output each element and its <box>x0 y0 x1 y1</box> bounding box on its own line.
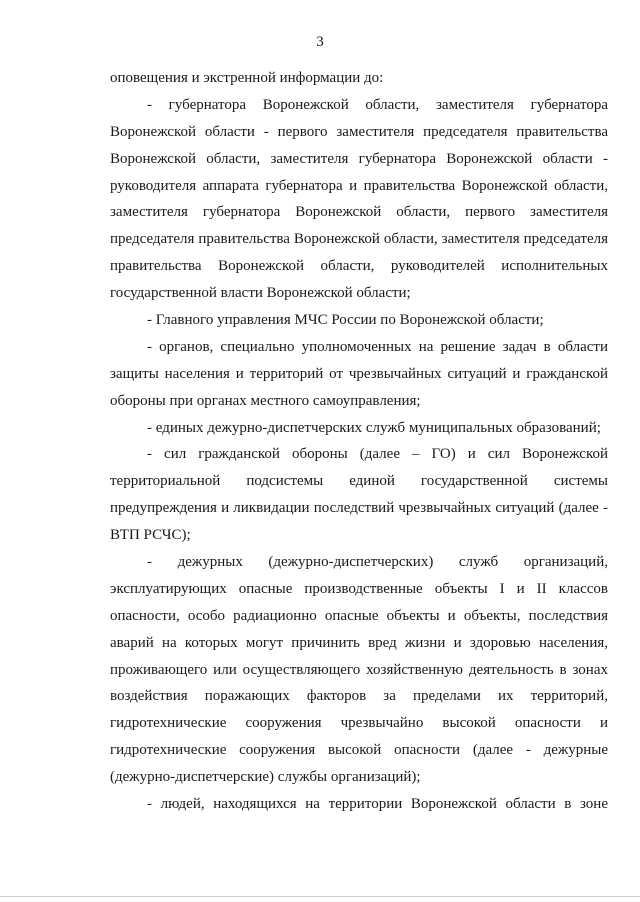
document-body <box>110 65 608 818</box>
text-line: оповещения и экстренной информации до: <box>110 70 384 86</box>
text-line: - Главного управления МЧС России по Воронежской области; <box>147 312 544 329</box>
text-line: обороны при органах местного самоуправления; <box>110 392 421 409</box>
text-line: предупреждения и ликвидации последствий чрезвычайных ситуаций (далее - <box>110 500 608 517</box>
text-line: - органов, специально уполномоченных на решение задач в области <box>147 338 608 355</box>
text-line: аварий на которых могут причинить вред жизни и здоровью населения, <box>110 634 608 651</box>
text-line: - губернатора Воронежской области, заместителя губернатора <box>147 96 608 113</box>
text-line: руководителя аппарата губернатора и правительства Воронежской области, <box>110 177 608 194</box>
page-number: 3 <box>316 34 324 50</box>
text-line: председателя правительства Воронежской области, заместителя председателя <box>110 231 608 248</box>
text-line: - дежурных (дежурно-диспетчерских) служб организаций, <box>147 554 608 571</box>
text-line: эксплуатирующих опасные производственные объекты I и II классов <box>110 580 608 597</box>
text-line: государственной власти Воронежской области; <box>110 285 411 302</box>
text-line: ВТП РСЧС); <box>110 527 191 544</box>
page-bottom-edge <box>0 896 640 897</box>
text-line: заместителя губернатора Воронежской области, первого заместителя <box>110 204 608 221</box>
text-line: территориальной подсистемы единой государственной системы <box>110 473 608 490</box>
text-line: - единых дежурно-диспетчерских служб муниципальных образований; <box>147 419 601 436</box>
text-line: Воронежской области - первого заместителя председателя правительства <box>110 123 608 140</box>
text-line: защиты населения и территорий от чрезвычайных ситуаций и гражданской <box>110 365 608 382</box>
text-line: (дежурно-диспетчерские) службы организаций); <box>110 769 421 786</box>
text-line: гидротехнические сооружения чрезвычайно высокой опасности и <box>110 715 608 732</box>
text-line: - сил гражданской обороны (далее – ГО) и сил Воронежской <box>147 446 608 463</box>
text-line: Воронежской области, заместителя губернатора Воронежской области - <box>110 150 608 167</box>
text-line: проживающего или осуществляющего хозяйственную деятельность в зонах <box>110 661 608 678</box>
text-line: - людей, находящихся на территории Воронежской области в зоне <box>147 796 608 813</box>
text-line: правительства Воронежской области, руководителей исполнительных <box>110 258 608 275</box>
text-line: гидротехнические сооружения высокой опасности (далее - дежурные <box>110 742 608 759</box>
text-line: опасности, особо радиационно опасные объекты и объекты, последствия <box>110 607 608 624</box>
text-line: воздействия поражающих факторов за пределами их территорий, <box>110 688 608 705</box>
